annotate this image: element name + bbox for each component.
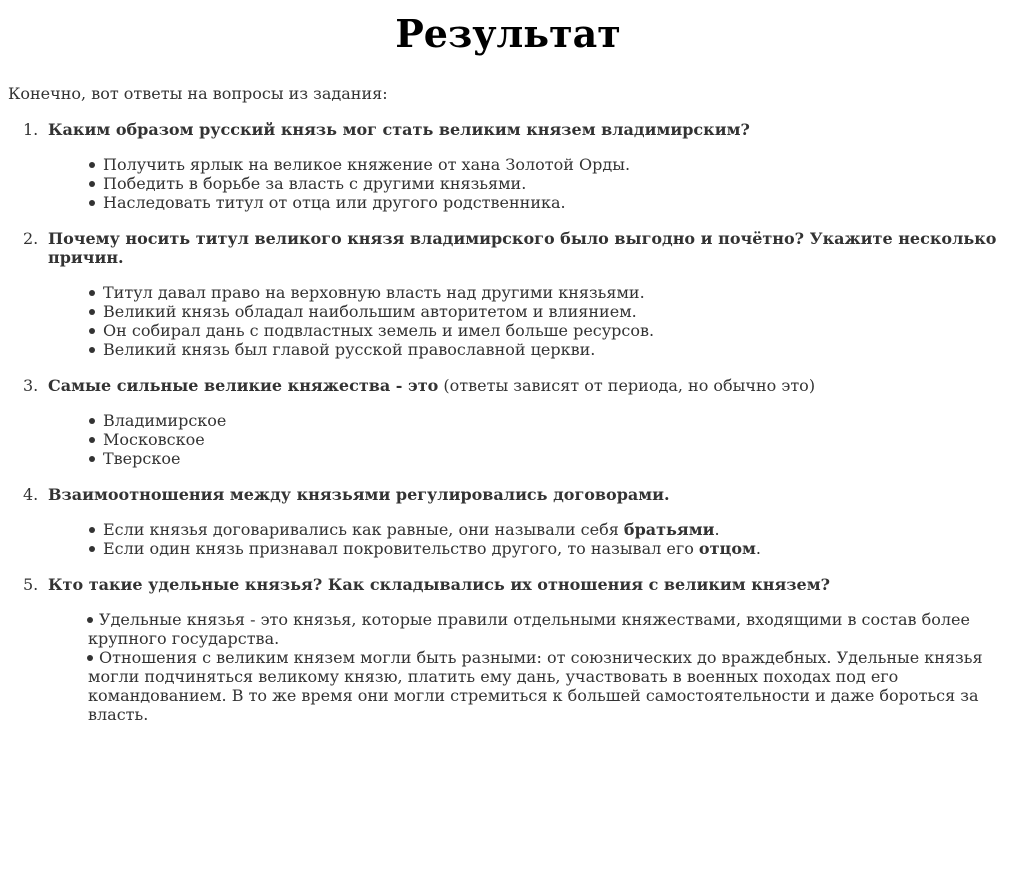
answer-item [103,302,1008,321]
answer-list [48,155,1008,212]
answer-item [88,648,1008,724]
answer-emphasis: отцом [698,539,756,558]
answer-text: Отношения с великим князем могли быть разными: от союзнических до враждебных. Удельные князья могли подчиняться великому князю, платить ему дань, участвовать в военных походах под его командованием. В то же время они могли стремиться к большей самостоятельности и даже бороться за власть. [88,648,983,724]
answer-text: Он собирал дань с подвластных земель и имел больше ресурсов. [103,321,655,340]
bullet-icon [87,449,97,468]
bullet-icon [87,520,97,539]
answer-text: Победить в борьбе за власть с другими князьями. [103,174,527,193]
answer-text: Удельные князья - это князья, которые правили отдельными княжествами, входящими в состав более крупного государства. [88,610,970,648]
bullet-icon [87,430,97,449]
answer-text: Великий князь обладал наибольшим авторитетом и влиянием. [103,302,637,321]
question-item-5 [8,575,1008,724]
bullet-icon [87,193,97,212]
bullet-icon [87,610,93,629]
answer-text-end: . [755,539,761,558]
bullet-icon [87,411,97,430]
answer-text: Великий князь был главой русской православной церкви. [103,340,596,359]
answer-text: Титул давал право на верховную власть над другими князьями. [103,283,645,302]
page-title: Результат [395,11,621,56]
answer-emphasis: братьями [623,520,715,539]
question-item-3 [8,376,1008,468]
answer-item [103,430,1008,449]
bullet-icon [87,174,97,193]
question-text-main: Самые сильные великие княжества - это [48,376,439,395]
answer-text: Наследовать титул от отца или другого родственника. [103,193,566,212]
answer-item [103,174,1008,193]
question-text: Взаимоотношения между князьями регулировались договорами. [48,485,670,504]
intro-text: Конечно, вот ответы на вопросы из задания: [8,84,388,103]
answer-item [88,610,1008,648]
question-text: Кто такие удельные князья? Как складывались их отношения с великим князем? [48,575,830,594]
question-list [8,120,1008,724]
bullet-icon [87,155,97,174]
answer-list [48,520,1008,558]
answer-item [103,539,1008,558]
question-text [48,376,1008,395]
answer-item [103,520,1008,539]
question-text-note: (ответы зависят от периода, но обычно это) [438,376,816,395]
answer-list [48,283,1008,359]
answer-text: Московское [103,430,205,449]
answer-list [48,610,1008,724]
answer-item [103,283,1008,302]
document [8,0,1008,741]
question-text: Каким образом русский князь мог стать великим князем владимирским? [48,120,750,139]
question-item-2 [8,229,1008,359]
answer-list [48,411,1008,468]
question-text: Почему носить титул великого князя владимирского было выгодно и почётно? Укажите несколько причин. [48,229,997,267]
answer-text: Если князья договаривались как равные, они называли себя [103,520,624,539]
bullet-icon [87,648,93,667]
answer-item [103,340,1008,359]
bullet-icon [87,539,97,558]
bullet-icon [87,302,97,321]
answer-text: Получить ярлык на великое княжение от хана Золотой Орды. [103,155,631,174]
bullet-icon [87,340,97,359]
answer-item [103,411,1008,430]
answer-item [103,321,1008,340]
question-number: 4. [23,485,39,504]
question-item-4 [8,485,1008,558]
answer-text: Тверское [103,449,181,468]
question-item-1 [8,120,1008,212]
answer-text: Если один князь признавал покровительство другого, то называл его [103,539,699,558]
answer-text: Владимирское [103,411,227,430]
question-number: 1. [23,120,39,139]
answer-text-end: . [714,520,720,539]
answer-item [103,193,1008,212]
answer-item [103,449,1008,468]
question-number: 2. [23,229,39,248]
bullet-icon [87,283,97,302]
question-number: 3. [23,376,39,395]
question-number: 5. [23,575,39,594]
bullet-icon [87,321,97,340]
answer-item [103,155,1008,174]
